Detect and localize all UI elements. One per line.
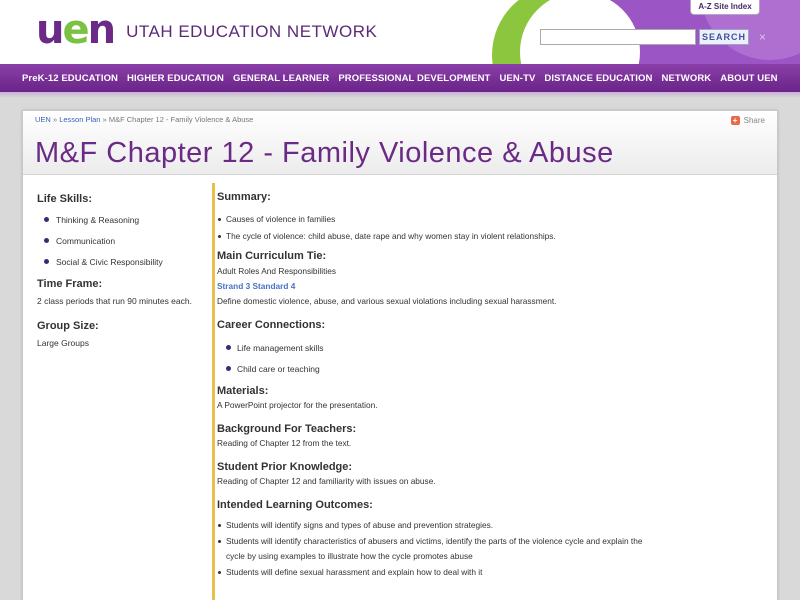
list-item-text: Life management skills xyxy=(237,343,324,353)
prior-knowledge-text: Reading of Chapter 12 and familiarity with issues on abuse. xyxy=(217,476,436,486)
site-header xyxy=(0,0,800,64)
logo-letter-e: e xyxy=(62,7,88,53)
list-item-text: Thinking & Reasoning xyxy=(56,215,140,225)
breadcrumb-separator: » xyxy=(52,115,58,124)
list-item-text: Communication xyxy=(56,236,116,246)
list-item xyxy=(217,364,757,374)
bullet-icon xyxy=(218,524,221,527)
breadcrumb-uen[interactable]: UEN xyxy=(35,115,51,124)
nav-item-distance-education[interactable]: DISTANCE EDUCATION xyxy=(544,72,653,84)
prior-knowledge-section xyxy=(217,461,757,489)
career-section xyxy=(217,319,757,374)
strand-link[interactable]: Strand 3 Standard 4 xyxy=(217,281,296,291)
close-icon[interactable]: × xyxy=(759,30,767,44)
summary-heading: Summary: xyxy=(217,191,271,203)
life-skills-list xyxy=(37,215,213,267)
outcomes-heading: Intended Learning Outcomes: xyxy=(217,499,373,511)
list-item-text: Students will identify signs and types of abuse and prevention strategies. xyxy=(226,520,494,530)
list-item xyxy=(217,567,657,578)
card-header xyxy=(23,111,777,175)
list-item-text: The cycle of violence: child abuse, date rape and why women stay in violent relationships. xyxy=(226,231,556,241)
summary-section xyxy=(217,191,757,242)
bullet-icon xyxy=(226,345,231,350)
summary-list xyxy=(217,214,757,242)
list-item-text: Child care or teaching xyxy=(237,364,320,374)
materials-heading: Materials: xyxy=(217,385,269,397)
nav-item-general-learner[interactable]: GENERAL LEARNER xyxy=(232,72,330,84)
nav-item-higher-education[interactable]: HIGHER EDUCATION xyxy=(127,72,224,84)
list-item-text: Causes of violence in families xyxy=(226,214,336,224)
curriculum-course: Adult Roles And Responsibilities xyxy=(217,266,336,276)
list-item xyxy=(217,520,657,531)
background-text: Reading of Chapter 12 from the text. xyxy=(217,438,352,448)
materials-section xyxy=(217,385,757,413)
bullet-icon xyxy=(218,218,221,221)
list-item-text: Students will identify characteristics of abusers and victims, identify the parts of the violence cycle and explain the cycle by using examples to illustrate how the cycle promotes abuse xyxy=(226,536,643,561)
share-label: Share xyxy=(743,116,765,125)
group-size-text: Large Groups xyxy=(37,338,89,348)
curriculum-description: Define domestic violence, abuse, and various sexual violations including sexual harassment. xyxy=(217,296,557,306)
logo-letter-n: n xyxy=(87,7,115,53)
time-frame-text: 2 class periods that run 90 minutes each. xyxy=(37,296,192,306)
list-item xyxy=(37,236,213,246)
bullet-icon xyxy=(44,259,49,264)
search-button[interactable]: SEARCH xyxy=(699,29,749,45)
career-list xyxy=(217,343,757,374)
list-item xyxy=(217,214,757,225)
lesson-sidebar xyxy=(37,193,213,362)
group-size-heading: Group Size: xyxy=(37,320,99,332)
nav-item-network[interactable]: NETWORK xyxy=(661,72,712,84)
bullet-icon xyxy=(44,238,49,243)
list-item xyxy=(217,231,757,242)
background-section xyxy=(217,423,757,451)
breadcrumb-separator: » xyxy=(102,115,107,124)
life-skills-heading: Life Skills: xyxy=(37,193,93,205)
curriculum-heading: Main Curriculum Tie: xyxy=(217,250,327,262)
main-nav xyxy=(0,64,800,92)
nav-item-about-uen[interactable]: ABOUT UEN xyxy=(720,72,778,84)
uen-logo[interactable] xyxy=(36,8,377,52)
career-heading: Career Connections: xyxy=(217,319,326,331)
share-button[interactable] xyxy=(731,116,765,125)
breadcrumb xyxy=(35,115,253,124)
page-title: M&F Chapter 12 - Family Violence & Abuse xyxy=(35,137,614,169)
nav-item-uen-tv[interactable]: UEN-TV xyxy=(499,72,536,84)
search-input[interactable] xyxy=(540,29,696,45)
site-index-link[interactable]: A-Z Site Index xyxy=(690,0,760,15)
column-divider xyxy=(212,183,215,600)
list-item xyxy=(217,534,657,564)
share-icon: + xyxy=(731,116,740,125)
list-item-text: Social & Civic Responsibility xyxy=(56,257,163,267)
list-item xyxy=(217,343,757,353)
nav-item-professional-development[interactable]: PROFESSIONAL DEVELOPMENT xyxy=(338,72,491,84)
list-item xyxy=(37,257,213,267)
materials-text: A PowerPoint projector for the presentation. xyxy=(217,400,378,410)
outcomes-list xyxy=(217,520,657,578)
bullet-icon xyxy=(218,540,221,543)
time-frame-heading: Time Frame: xyxy=(37,278,103,290)
breadcrumb-lesson-plan[interactable]: Lesson Plan xyxy=(59,115,101,124)
nav-item-prek12[interactable]: PreK-12 EDUCATION xyxy=(22,72,119,84)
list-item-text: Students will define sexual harassment and explain how to deal with it xyxy=(226,567,483,577)
outcomes-section xyxy=(217,499,757,578)
nav-shadow xyxy=(0,92,800,98)
lesson-main xyxy=(217,191,757,588)
curriculum-section xyxy=(217,250,757,309)
breadcrumb-current: M&F Chapter 12 - Family Violence & Abuse xyxy=(108,115,254,124)
site-name: UTAH EDUCATION NETWORK xyxy=(126,22,378,41)
list-item xyxy=(37,215,213,225)
logo-mark xyxy=(36,8,114,52)
logo-letter-u: u xyxy=(36,7,63,53)
bullet-icon xyxy=(218,571,221,574)
content-card xyxy=(22,110,778,600)
bullet-icon xyxy=(226,366,231,371)
background-heading: Background For Teachers: xyxy=(217,423,357,435)
prior-knowledge-heading: Student Prior Knowledge: xyxy=(217,461,353,473)
bullet-icon xyxy=(218,235,221,238)
bullet-icon xyxy=(44,217,49,222)
